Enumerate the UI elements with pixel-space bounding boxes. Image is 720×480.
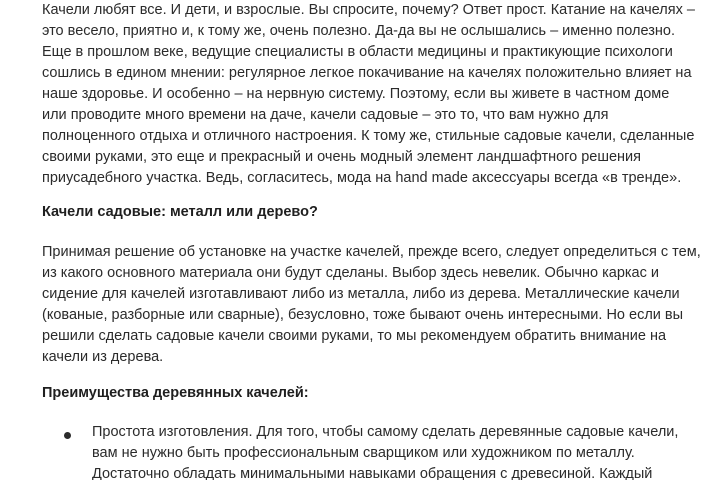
text-line: решили сделать садовые качели своими руками, то мы рекомендуем обратить внимание на [42, 328, 667, 344]
text-line: из какого основного материала они будут сделаны. Выбор здесь невелик. Обычно каркас и [42, 265, 659, 281]
text-line: качели из дерева. [42, 349, 164, 365]
text-line: сошлись в едином мнении: регулярное легкое покачивание на качелях положительно влияет на [42, 65, 692, 81]
text-line: приусадебного участка. Ведь, согласитесь, мода на hand made аксессуары всегда «в тренде». [42, 170, 682, 186]
text-line: полноценного отдыха и отличного настроения. К тому же, стильные садовые качели, сделанные [42, 128, 695, 144]
text-line: это весело, приятно и, к тому же, очень полезно. Да-да вы не ослышались – именно полезно. [42, 23, 675, 39]
text-line: вам не нужно быть профессиональным сварщиком или художником по металлу. [92, 445, 635, 461]
text-line: Еще в прошлом веке, ведущие специалисты в области медицины и практикующие психологи [42, 44, 673, 60]
text-line: Качели любят все. И дети, и взрослые. Вы спросите, почему? Ответ прост. Катание на качелях – [42, 2, 695, 18]
text-line: своими руками, это еще и прекрасный и очень модный элемент ландшафтного решения [42, 149, 642, 165]
text-line: наше здоровье. И особенно – на нервную систему. Поэтому, если вы живете в частном доме [42, 86, 670, 102]
text-line: сидение для качелей изготавливают либо из металла, либо из дерева. Металлические качели [42, 286, 680, 302]
text-line: Простота изготовления. Для того, чтобы самому сделать деревянные садовые качели, [92, 424, 679, 440]
text-line: Достаточно обладать минимальными навыками обращения с древесиной. Каждый [92, 466, 653, 480]
text-line: Принимая решение об установке на участке качелей, прежде всего, следует определиться с тем, [42, 244, 701, 260]
text-line: (кованые, разборные или сварные), безусловно, тоже бывают очень интересными. Но если вы [42, 307, 684, 323]
text-line: или проводите много времени на даче, качели садовые – это то, что вам нужно для [42, 107, 609, 123]
bullet-icon [64, 432, 71, 439]
section-heading: Преимущества деревянных качелей: [42, 385, 309, 401]
section-heading: Качели садовые: металл или дерево? [42, 204, 318, 220]
